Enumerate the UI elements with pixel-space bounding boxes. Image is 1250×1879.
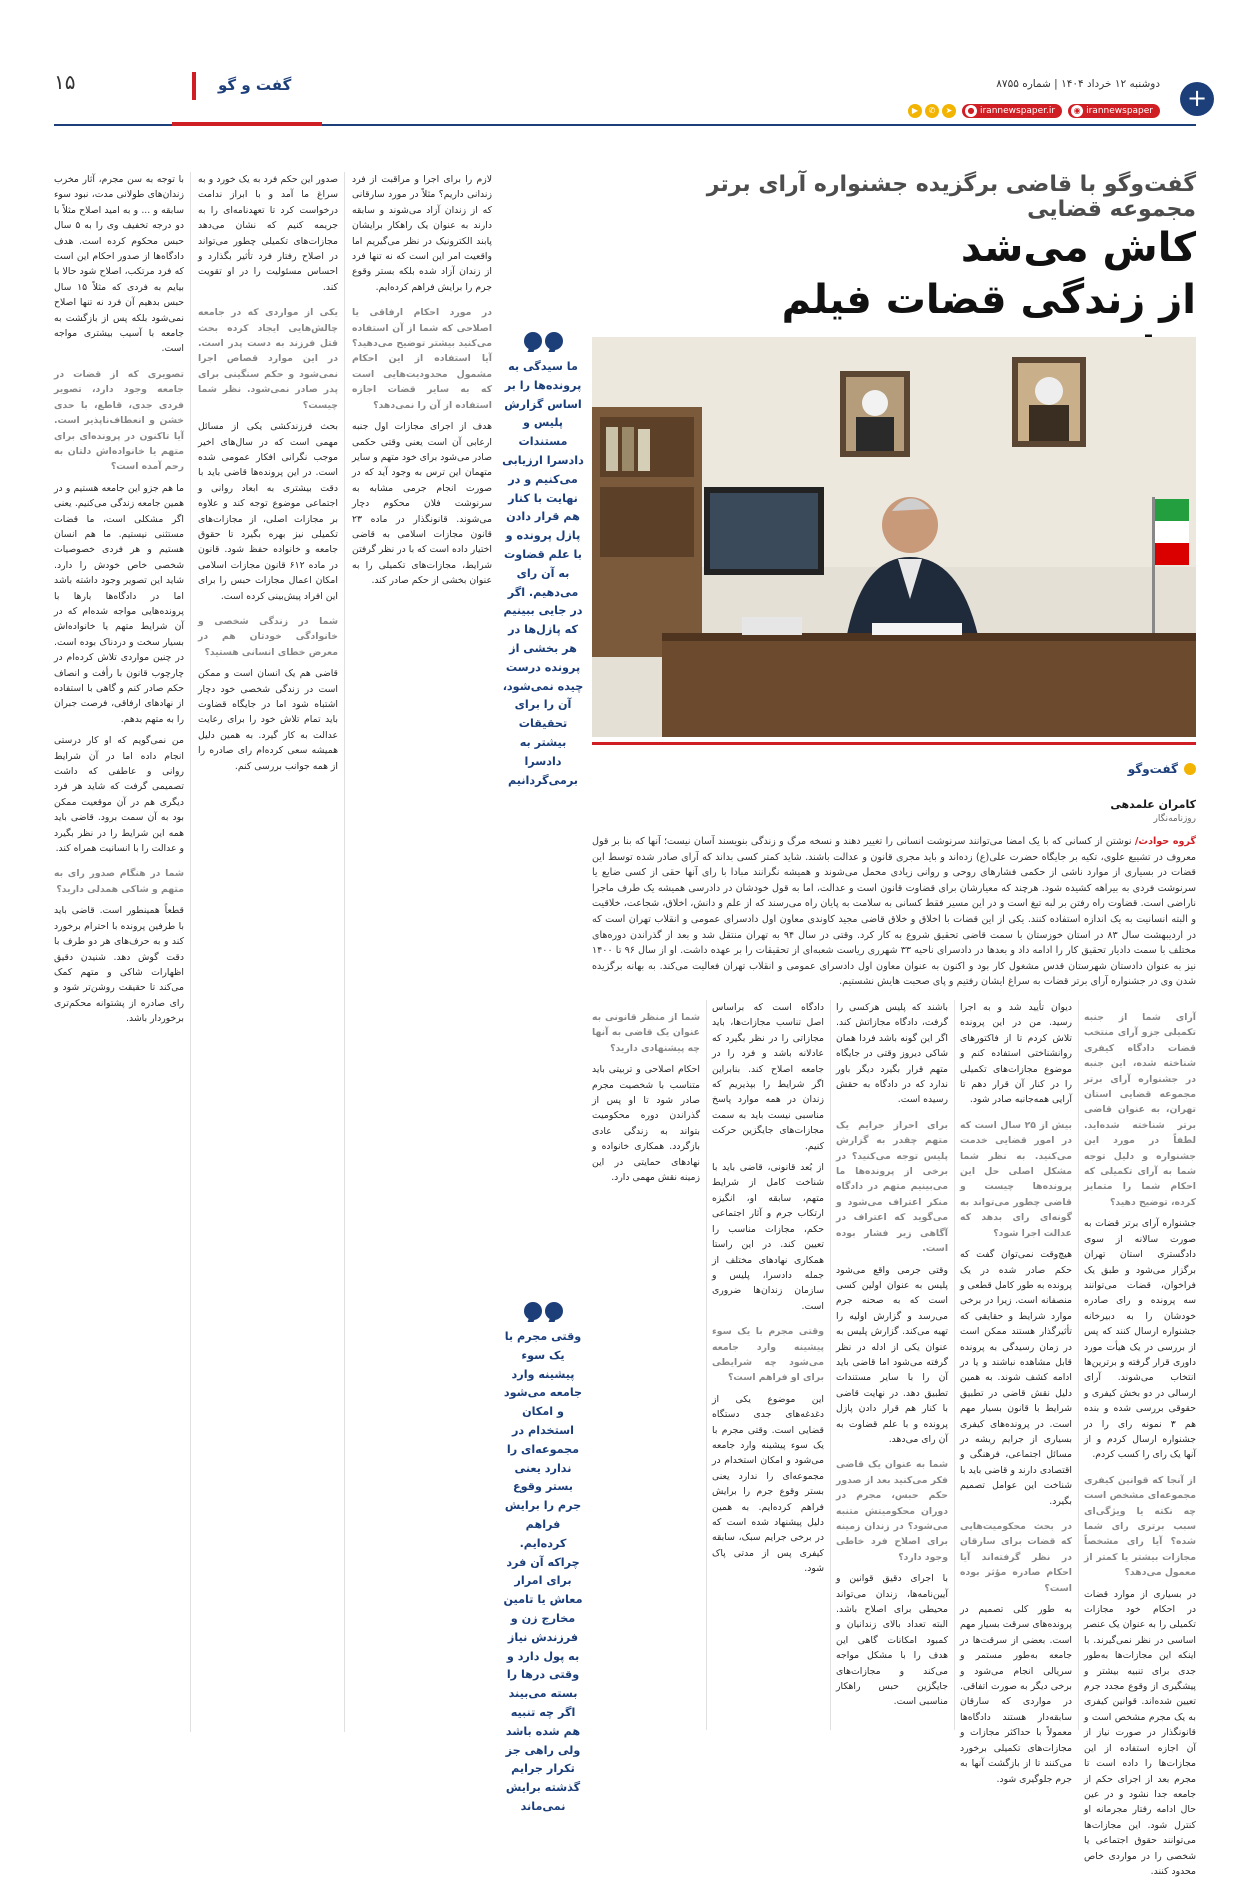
date-line (996, 78, 1160, 90)
paragraph: قطعاً همینطور است. قاضی باید با طرفین پرونده با احترام برخورد کند و به حرف‌های هر دو طرف با دقت گوش دهد. شنیدن دقیق اظهارات شاکی و متهم کمک می‌کند تا حقیقت روشن‌تر شود و رای صادره از پشتوانه محکم‌تری برخوردار باشد. (54, 905, 184, 1025)
paragraph: احکام اصلاحی و تربیتی باید متناسب با شخصیت مجرم صادر شود تا او پس از گذراندن دوره محکومیت بتواند به زندگی عادی بازگردد. همکاری خانواده و نهادهای حمایتی در این زمینه نقش مهمی دارد. (592, 1064, 700, 1184)
photo-divider (592, 742, 1196, 745)
lead-text: نوشتن از کسانی که با یک امضا می‌توانند سرنوشت انسانی را تغییر دهند و نسخه مرگ و زندگی بنویسند آسان نیست؛ آنها که بنا بر قول معروف در تشییع علوی، تکیه بر جایگاه حضرت علی(ع) زده‌اند و باید مجری قانون و عدالت باشند. شاید کمتر کسی بداند که آرای صادر شده توسط این قضات در بسیاری از موارد ناشی از حکمی فشارهای روحی و روانی زیادی محمل می‌شوند و همیشه نگرانند مبادا با رای آنها حقی از کسی ضایع یا سرنوشت فردی به بیراهه کشیده شود. هرچند که معیارشان برای قضاوت قانون است و عدالت، اما به قول خودشان در دادرسی همیشه یک طرف ماجرا ناراضی است. قضاوت راه رفتن بر لبه تیغ است و در این مسیر فقط کسانی به سلامت به پایان راه می‌رسند که از علم و دانش، اخلاق، شجاعت، خلاقیت و البته انسانیت به یک اندازه استفاده کنند. یکی از این قضات با اخلاق و خلاق قاضی مجید کاوندی معاون اول دادسرای عمومی و انقلاب تهران است که در اردیبهشت سال ۸۳ در استان خوزستان با سمت قاضی تحقیق شروع به کار کرد. وقتی در سال ۹۴ به تهران منتقل شد و بعد از گذراندن دوره‌های مختلف با سمت دادیار تحقیق کار را ادامه داد و بعدها در دادسرای ناحیه ۳۳ شهرری ریاست شعبه‌ای از تحقیقات را بر عهده داشت. او از سال ۹۶ تا ۱۴۰۰ نیز به عنوان دادستان شهرستان قدس مشغول کار بود و اکنون به عنوان معاون اول دادسرای عمومی و انقلاب تهران فعالیت می‌کند. به بهانه برگزیده شدن وی در جشنواره آرای برتر قضات به سراغ ایشان رفتیم و پای صحبت هایش نشستیم. (592, 836, 1196, 988)
paragraph: صدور این حکم فرد به یک خورد و به سراغ ما آمد و با ابراز ندامت درخواست کرد تا تعهدنامه‌ای را به جریمه کنیم که نشان می‌دهد مجازات‌های تکمیلی چطور می‌تواند در اصلاح رفتار فرد تأثیر بگذارد و احساس مسئولیت را در او تقویت کند. (198, 174, 338, 293)
question: آرای شما از جنبه تکمیلی جزو آرای منتخب قضات دادگاه کیفری شناخته شده، این جنبه در جشنواره آرای برتر مجموعه قضایی استان تهران، به عنوان قاضی برتر شناخته شده‌اید. لطفاً در مورد این جشنواره و دلیل توجه شما به آرای تکمیلی که احکام شما را متمایز کرده، توضیح دهید؟ (1084, 1012, 1196, 1208)
site-link-1[interactable] (1068, 104, 1160, 118)
instagram-icon: ◉ (1071, 105, 1083, 117)
header-accent (172, 122, 322, 126)
page-header (54, 66, 1208, 128)
paragraph: هیچ‌وقت نمی‌توان گفت که حکم صادر شده در یک پرونده به طور کامل قطعی و منصفانه است. زیرا در برخی موارد شرایط و حقایقی که تأثیرگذار هستند ممکن است در زمان رسیدگی به پرونده قابل مشاهده نباشند و یا در ادامه کشف شوند. به همین دلیل نقش قاضی در تطبیق شرایط با قانون بسیار مهم است. در پرونده‌های کیفری بسیاری از جرایم ریشه در مسائل اجتماعی، فرهنگی و اقتصادی دارند و قاضی باید با شناخت این عوامل تصمیم بگیرد. (960, 1249, 1072, 1507)
question: از آنجا که قوانین کیفری مجموعه‌ای مشخص است چه نکته یا ویژگی‌ای سبب برتری رای شما شده؟ آیا رای مشخصاً مجازات بیشتر یا کمتر از معمول می‌دهد؟ (1084, 1474, 1196, 1579)
question: برای احراز جرایم یک متهم چقدر به گزارش پلیس توجه می‌کنید؟ در برخی از پرونده‌ها ما می‌بینیم متهم در دادگاه منکر اعتراف می‌شود و می‌گوید که اعتراف در آگاهی زیر فشار بوده است. (836, 1119, 948, 1255)
date-text: دوشنبه ۱۲ خرداد ۱۴۰۴ | شماره ۸۷۵۵ (996, 78, 1160, 90)
paragraph: جشنواره آرای برتر قضات به صورت سالانه از سوی دادگستری استان تهران برگزار می‌شود و طبق یک فراخوان، قضات می‌توانند سه پرونده و رای صادره خودشان را به دبیرخانه جشنواره ارسال کنند که پس از بررسی در یک هیأت مورد داوری قرار گرفته و برترین‌ها انتخاب می‌شوند. آرای ارسالی در دو بخش کیفری و حقوقی بررسی شده و بنده هم ۳ نمونه رای را در جشنواره ارسال کردم و از آنها یک رای را کسب کردم. (1084, 1218, 1196, 1461)
pull-quote-2 (502, 1302, 584, 1813)
pull-quote-1-text: ما سیدگی به پرونده‌ها را بر اساس گزارش پلیس و مستندات دادسرا ارزیابی می‌کنیم و در نهایت با کنار هم قرار دادن پازل پرونده و با علم قضاوت به آن رای می‌دهیم. اگر در جایی ببینیم که پازل‌ها در هر بخشی از پرونده درست چیده نمی‌شود، آن را برای تحقیقات بیشتر به دادسرا برمی‌گردانیم (502, 360, 584, 787)
question: شما به عنوان یک قاضی فکر می‌کنید بعد از صدور حکم حبس، مجرم در دوران محکومیتش متنبه می‌شود؟ در زندان زمینه برای اصلاح فرد خاطی وجود دارد؟ (836, 1459, 948, 1563)
paragraph: با اجرای دقیق قوانین و آیین‌نامه‌ها، زندان می‌تواند محیطی برای اصلاح باشد. البته تعداد بالای زندانیان و کمبود امکانات گاهی این هدف را با مشکل مواجه می‌کند و مجازات‌های جایگزین حبس راهکار مناسبی است. (836, 1573, 948, 1708)
question: شما در زندگی شخصی و خانوادگی خودتان هم در معرض خطای انسانی هستید؟ (198, 615, 338, 658)
article-lead (592, 834, 1196, 990)
author-role: روزنامه‌نگار (1153, 814, 1196, 824)
office-photo-illustration (592, 337, 1196, 737)
column-2 (960, 1000, 1072, 1785)
social-links (908, 104, 1160, 118)
web-icon: ● (965, 105, 977, 117)
column-4 (712, 1000, 824, 1730)
title-line-2: از زندگی قضات فیلم (781, 277, 1196, 323)
paragraph: من نمی‌گویم که او کار درستی انجام داده اما در آن شرایط روانی و عاطفی که داشت تصمیمی گرفت که شاید هر فرد دیگری هم در آن موقعیت ممکن بود به آن سمت برود. قاضی باید همه این شرایط را در نظر بگیرد و عدالت را با انسانیت همراه کند. (54, 735, 184, 855)
question: در بحث محکومیت‌هایی که قضات برای سارقان در نظر گرفته‌اند آیا احکام صادره مؤثر بوده است؟ (960, 1521, 1072, 1594)
paragraph: این موضوع یکی از دغدغه‌های جدی دستگاه قضایی است. وقتی مجرم با یک سوء پیشینه وارد جامعه می‌شود و امکان استخدام در مجموعه‌ای را ندارد یعنی بستر وقوع جرم را برایش فراهم کرده‌ایم. به همین دلیل پیشنهاد شده است که در برخی جرایم سبک، سابقه کیفری پس از مدتی پاک شود. (712, 1393, 824, 1575)
question: شما در هنگام صدور رای به متهم و شاکی همدلی دارید؟ (54, 868, 184, 895)
article-photo (592, 337, 1196, 737)
section-label: گفت و گو (218, 76, 292, 94)
site-1-label: irannewspaper (1086, 106, 1153, 116)
paragraph: دیوان تأیید شد و به اجرا رسید. من در این پرونده تلاش کردم تا از فاکتورهای روانشناختی استفاده کنم و موضوع مجازات‌های تکمیلی را در کنار آن قرار دهم تا آرایی همه‌جانبه صادر شود. (960, 1002, 1072, 1106)
paragraph: در بسیاری از موارد قضات در احکام خود مجازات تکمیلی را به عنوان یک عنصر اساسی در نظر نمی‌گیرند. با اینکه این مجازات‌ها به‌طور جدی برای تنبیه بیشتر و پیشگیری از وقوع مجدد جرم تعیین شده‌اند. قوانین کیفری به یک مجرم مشخص است و قانونگذار در صورت نیاز از آن اجازه استفاده از این مجازات‌ها را داده است تا مجرم بعد از اجرای حکم از جامعه جدا نشود و در عین حال ادامه رفتار مجرمانه او کنترل شود. این مجازات‌ها می‌توانند حقوق اجتماعی یا شخصی را در مواردی خاص محدود کنند. (1084, 1588, 1196, 1877)
bullet-icon (1184, 763, 1196, 775)
paragraph: وقتی جرمی واقع می‌شود پلیس به عنوان اولین کسی است که به صحنه جرم می‌رسد و گزارش اولیه را تهیه می‌کند. گزارش پلیس به عنوان یکی از ادله در نظر گرفته می‌شود اما قاضی باید آن را با سایر مستندات تطبیق دهد. در نهایت قاضی با کنار هم قرار دادن پازل پرونده و با علم قضاوت به آن رای می‌دهد. (836, 1264, 948, 1445)
page-number: ۱۵ (54, 70, 76, 94)
section-tag-label: گفت‌وگو (1127, 762, 1178, 776)
section-bar (192, 72, 196, 100)
section-tag (1128, 762, 1196, 776)
telegram-icon[interactable]: ➤ (942, 104, 956, 118)
paragraph: با توجه به سن مجرم، آثار مخرب زندان‌های طولانی مدت، نبود سوء سابقه و ... و به امید اصلاح مثلاً با دو درجه تخفیف وی را به ۵ سال حبس محکوم کرده است. هدف دادگاه‌ها از صدور احکام این است که فرد مرتکب، اصلاح شود حالا با بیایم به فردی که مثلاً ۱۵ سال حبس بدهیم آن فرد نه تنها اصلاح نمی‌شود بلکه پس از بازگشت به جامعه با آسیب بیشتری مواجه است. (54, 174, 184, 355)
paragraph: از بُعد قانونی، قاضی باید با شناخت کامل از شرایط متهم، سابقه او، انگیزه ارتکاب جرم و آثار اجتماعی حکم، مجازات مناسب را تعیین کند. در این راستا همکاری نهادهای مختلف از جمله دادسرا، پلیس و سازمان زندان‌ها ضروری است. (712, 1162, 824, 1312)
site-2-label: irannewspaper.ir (979, 106, 1056, 116)
question: وقتی مجرم با یک سوء پیشینه وارد جامعه می‌شود چه شرایطی برای او فراهم است؟ (712, 1326, 824, 1384)
lead-label: گروه حوادث/ (1134, 836, 1196, 847)
paragraph: لازم را برای اجرا و مراقبت از فرد زندانی داریم؟ مثلاً در مورد سارقانی که از زندان آزاد می‌شوند و سابقه دارند به عنوان یک راهکار برایشان پابند الکترونیک در نظر می‌گیریم اما واقعیت امر این است که نه تنها فرد از زندان آزاد شده بلکه بستر وقوع جرم را برایش فراهم کرده‌ایم. (352, 174, 492, 293)
column-divider (1078, 1000, 1079, 1730)
quote-mark-icon (502, 1302, 584, 1320)
paragraph: هدف از اجرای مجازات اول جنبه ارعابی آن است یعنی وقتی حکمی صادر می‌شود برای خود متهم و سایر متهمان این ترس به وجود آید که در صورت انجام جرمی مشابه به سرنوشت فلان محکوم دچار می‌شوند. قانونگذار در ماده ۲۳ قانون مجازات اسلامی به قاضی اختیار داده است که با در نظر گرفتن شرایط، مجازات‌های تکمیلی را به عنوان بخشی از حکم صادر کند. (352, 421, 492, 587)
play-icon[interactable]: ▶ (908, 104, 922, 118)
column-7 (54, 172, 184, 1732)
paragraph: قاضی هم یک انسان است و ممکن است در زندگی شخصی خود دچار اشتباه شود اما در جایگاه قضاوت باید تمام تلاش خود را برای رعایت عدالت به کار گیرد. به همین دلیل همیشه سعی کرده‌ام رای صادره را از همه جوانب بررسی کنم. (198, 668, 338, 772)
quote-mark-icon (502, 332, 584, 350)
column-divider (954, 1000, 955, 1730)
pull-quote-2-text: وقتی مجرم با یک سوء پیشینه وارد جامعه می‌شود و امکان استخدام در مجموعه‌ای را ندارد یعنی بستر وقوع جرم را برایش فراهم کرده‌ایم. چراکه آن فرد برای امرار معاش یا تامین مخارج زن و فرزندش نیاز به پول دارد و وقتی درها را بسته می‌بیند اگر چه تنبیه هم شده باشد ولی راهی جز تکرار جرایم گذشته برایش نمی‌ماند (503, 1330, 583, 1813)
column-divider (830, 1000, 831, 1730)
column-4b (592, 1000, 700, 1730)
plus-logo-icon: + (1180, 82, 1214, 116)
site-link-2[interactable] (962, 104, 1062, 118)
article-kicker: گفت‌وگو با قاضی برگزیده جشنواره آرای برتر مجموعه قضایی (706, 172, 1196, 222)
question: یکی از مواردی که در جامعه چالش‌هایی ایجاد کرده بحث قتل فرزند به دست پدر است. در این موارد قصاص اجرا نمی‌شود و حکم سنگینی برای پدر صادر نمی‌شود. نظر شما چیست؟ (198, 307, 338, 411)
paragraph: ما هم جزو این جامعه هستیم و در همین جامعه زندگی می‌کنیم. یعنی اگر مشکلی است، ما قضات مستثنی نیستیم. ما هم انسان هستیم و هر فردی خصوصیات شخصی خاص خودش را دارد. شاید این تصویر وجود داشته باشد اما در دادگاه‌ها بارها با پرونده‌هایی مواجه شده‌ام که در آن شرایط متهم یا خانواده‌اش بسیار سخت و دردناک بوده است. در چنین مواردی تلاش کرده‌ام در چارچوب قانون با رأفت و انصاف حکم صادر کنم و گاهی با استفاده از نهادهای ارفاقی، فرصت جبران را به متهم بدهم. (54, 482, 184, 725)
column-6 (198, 172, 338, 1732)
pull-quote-1 (502, 332, 584, 787)
column-1 (1084, 1000, 1196, 1877)
title-line-1: کاش می‌شد (960, 225, 1196, 271)
question: بیش از ۲۵ سال است که در امور قضایی خدمت می‌کنید. به نظر شما مشکل اصلی حل این پرونده‌ها چیست و قاضی چطور می‌تواند به گونه‌ای رای بدهد که عدالت اجرا شود؟ (960, 1119, 1072, 1239)
column-5 (352, 172, 492, 1732)
question: در مورد احکام ارفاقی یا اصلاحی که شما از آن استفاده می‌کنید بیشتر توضیح می‌دهید؟ آیا استفاده از این احکام مشمول محدودیت‌هایی است که به سایر قضات اجازه استفاده از آن را نمی‌دهد؟ (352, 307, 492, 411)
author-name: کامران علمدهی (1110, 798, 1196, 811)
column-divider (344, 172, 345, 1732)
column-divider (706, 1000, 707, 1730)
question: تصویری که از قضات در جامعه وجود دارد، تصویر فردی جدی، قاطع، با حدی خشن و انعطاف‌ناپذیر است. آیا تاکنون در پرونده‌ای برای متهم یا خانواده‌اش دلتان به رحم آمده است؟ (54, 368, 184, 473)
column-divider (190, 172, 191, 1732)
question: شما از منظر قانونی به عنوان یک قاضی به آنها چه پیشنهادی دارید؟ (592, 1012, 700, 1054)
column-3 (836, 1000, 948, 1730)
social-icons (908, 104, 956, 118)
paragraph: دادگاه است که براساس اصل تناسب مجازات‌ها، باید مجازاتی را در نظر بگیرد که عادلانه باشد و فرد را در جامعه اصلاح کند. بنابراین اگر شرایط را بپذیریم که زندان در همه موارد پاسخ مناسبی نیست باید به سمت مجازات‌های جایگزین حرکت کنیم. (712, 1002, 824, 1152)
whatsapp-icon[interactable]: ✆ (925, 104, 939, 118)
paragraph: به طور کلی تصمیم در پرونده‌های سرقت بسیار مهم است. بعضی از سرقت‌ها در جامعه به‌طور مستمر و سریالی انجام می‌شود و برخی دیگر به صورت اتفاقی. در مواردی که سارقان سابقه‌دار هستند دادگاه‌ها معمولاً با حداکثر مجازات و مجازات‌های تکمیلی برخورد می‌کنند تا از بازگشت آنها به جرم جلوگیری شود. (960, 1604, 1072, 1785)
paragraph: باشند که پلیس هرکسی را گرفت، دادگاه مجازاتش کند. اگر این گونه باشد فردا همان شاکی دیروز وقتی در جایگاه متهم قرار بگیرد دیگر باور ندارد که در دادگاه به حقش رسیده است. (836, 1002, 948, 1106)
paragraph: بحث فرزندکشی یکی از مسائل مهمی است که در سال‌های اخیر موجب نگرانی افکار عمومی شده است. در این پرونده‌ها قاضی باید با دقت بیشتری به ابعاد روانی و اجتماعی موضوع توجه کند و علاوه بر مجازات اصلی، از مجازات‌های تکمیلی نیز بهره بگیرد تا حقوق جامعه و خانواده حفظ شود. قانون در ماده ۶۱۲ قانون مجازات اسلامی امکان اعمال مجازات حبس را برای این افراد پیش‌بینی کرده است. (198, 421, 338, 602)
